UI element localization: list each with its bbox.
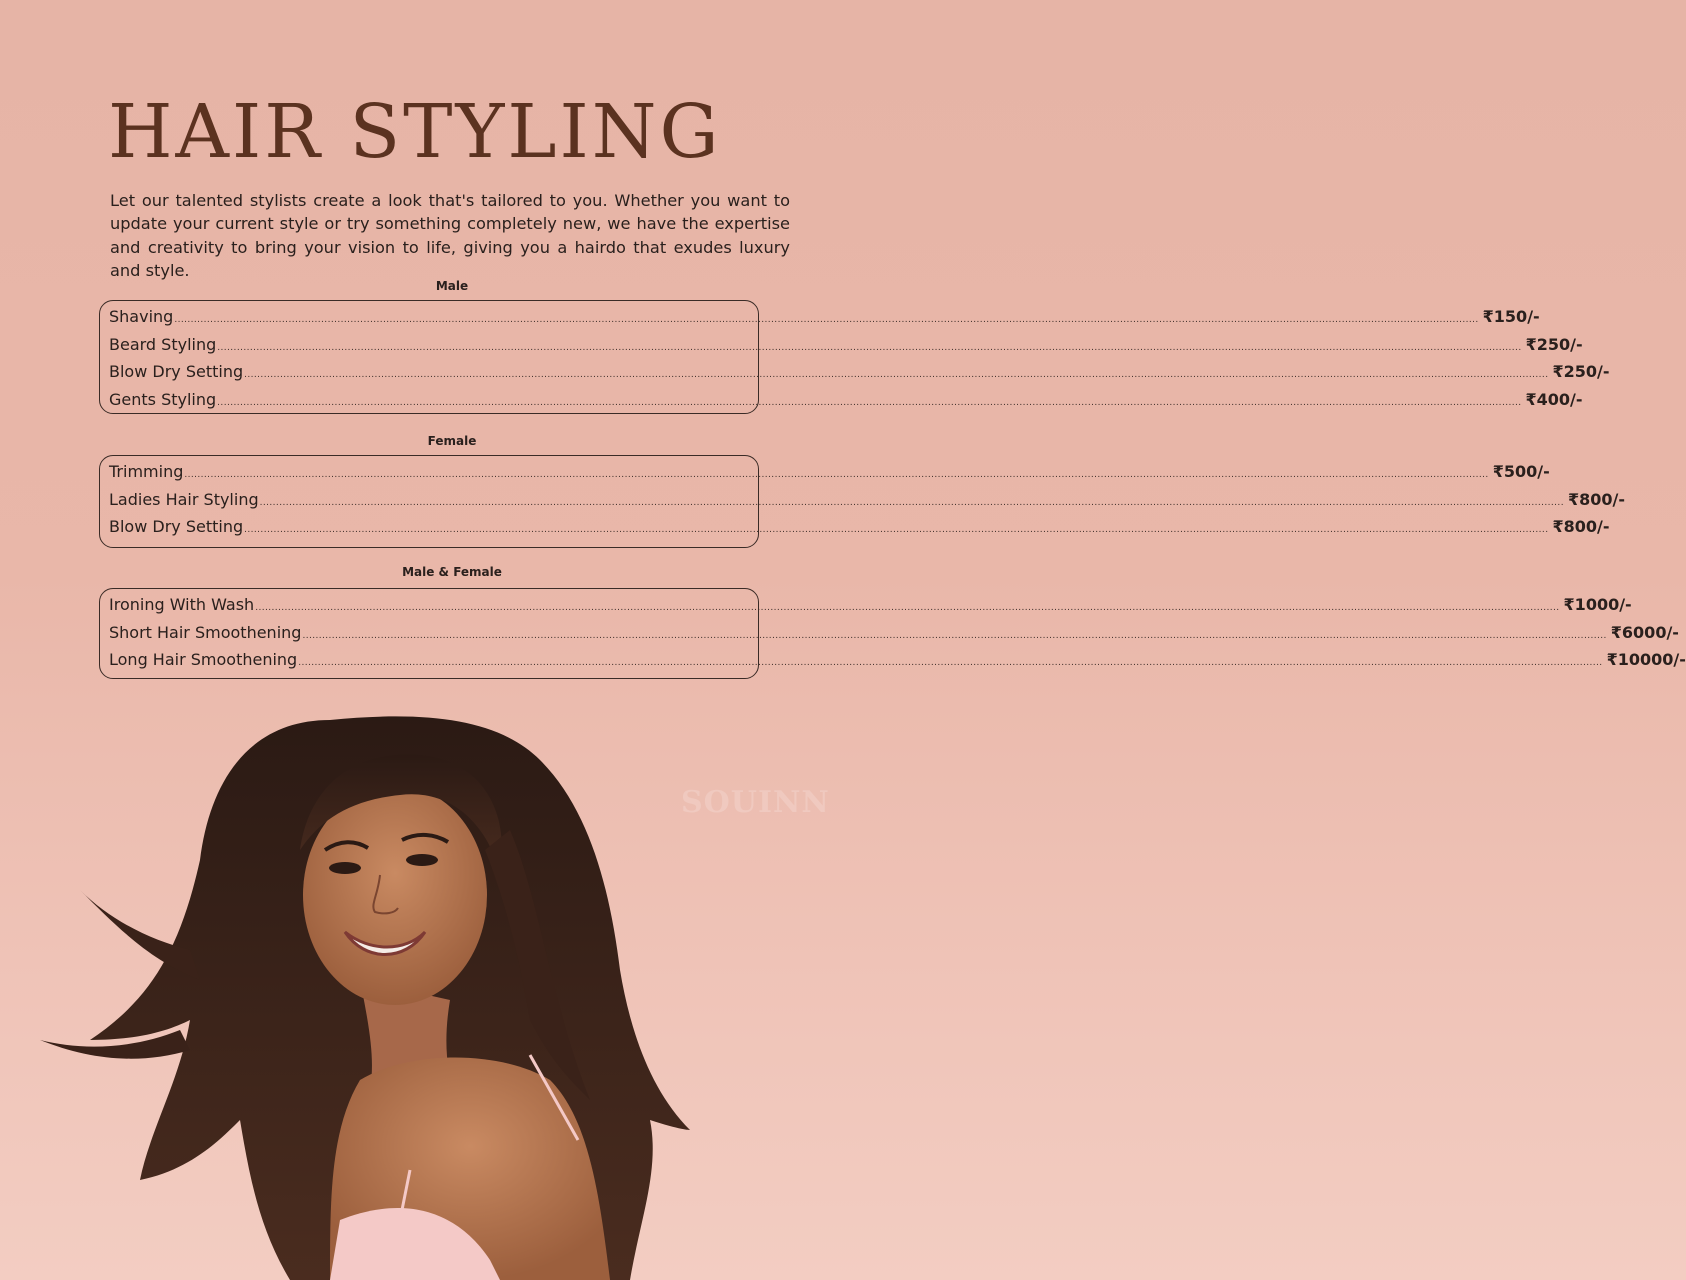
dot-leader: ................................................................................................................................................................................................................................................................................................................................................................................................................ [174,315,1479,325]
service-price: ₹800/- [1567,489,1625,509]
price-row [109,591,1632,619]
dot-leader: ................................................................................................................................................................................................................................................................................................................................................................................................................ [298,658,1603,668]
service-price: ₹500/- [1492,462,1550,481]
service-name: Long Hair Smoothening [109,650,298,669]
price-row [109,358,1610,386]
service-price: ₹800/- [1552,517,1610,536]
price-list-male [99,300,1610,414]
service-name: Beard Styling [109,334,217,354]
service-price: ₹250/- [1552,362,1610,381]
dot-leader: ................................................................................................................................................................................................................................................................................................................................................................................................................ [184,470,1489,480]
price-row [109,513,1610,541]
service-price: ₹10000/- [1606,650,1686,669]
service-price: ₹250/- [1525,334,1583,354]
price-list-female [99,455,1625,548]
intro-paragraph: Let our talented stylists create a look that's tailored to you. Whether you want to update your current style or try something completely new, we have the expertise and creativity to bring your vision to life, giving you a hairdo that exudes luxury and style. [110,191,790,280]
service-name: Ironing With Wash [109,595,255,614]
model-photo [30,700,690,1280]
price-row [109,619,1679,647]
dot-leader: ................................................................................................................................................................................................................................................................................................................................................................................................................ [217,342,1522,353]
price-row [109,303,1540,331]
service-name: Shaving [109,307,174,326]
dot-leader: ................................................................................................................................................................................................................................................................................................................................................................................................................ [255,603,1560,613]
section-label-male: Male [435,279,469,293]
section-label-unisex: Male & Female [402,565,502,579]
price-row [109,486,1625,514]
service-price: ₹6000/- [1610,622,1679,642]
service-price: ₹400/- [1525,389,1583,409]
service-name: Ladies Hair Styling [109,489,259,509]
page-title: HAIR STYLING [108,89,722,175]
service-name: Blow Dry Setting [109,362,244,381]
service-name: Short Hair Smoothening [109,622,302,642]
dot-leader: ................................................................................................................................................................................................................................................................................................................................................................................................................ [244,525,1549,535]
service-name: Trimming [109,462,184,481]
price-row [109,646,1686,674]
service-name: Blow Dry Setting [109,517,244,536]
dot-leader: ................................................................................................................................................................................................................................................................................................................................................................................................................ [302,630,1607,641]
service-name: Gents Styling [109,389,217,409]
watermark-logo: SOUINN [681,785,830,820]
price-row [109,331,1583,359]
dot-leader: ................................................................................................................................................................................................................................................................................................................................................................................................................ [217,397,1522,408]
price-row [109,458,1550,486]
price-list-unisex [99,588,1686,679]
section-label-female: Female [427,434,477,448]
dot-leader: ................................................................................................................................................................................................................................................................................................................................................................................................................ [244,370,1549,380]
price-row [109,386,1583,414]
service-price: ₹1000/- [1563,595,1632,614]
service-price: ₹150/- [1482,307,1540,326]
dot-leader: ................................................................................................................................................................................................................................................................................................................................................................................................................ [259,497,1564,508]
